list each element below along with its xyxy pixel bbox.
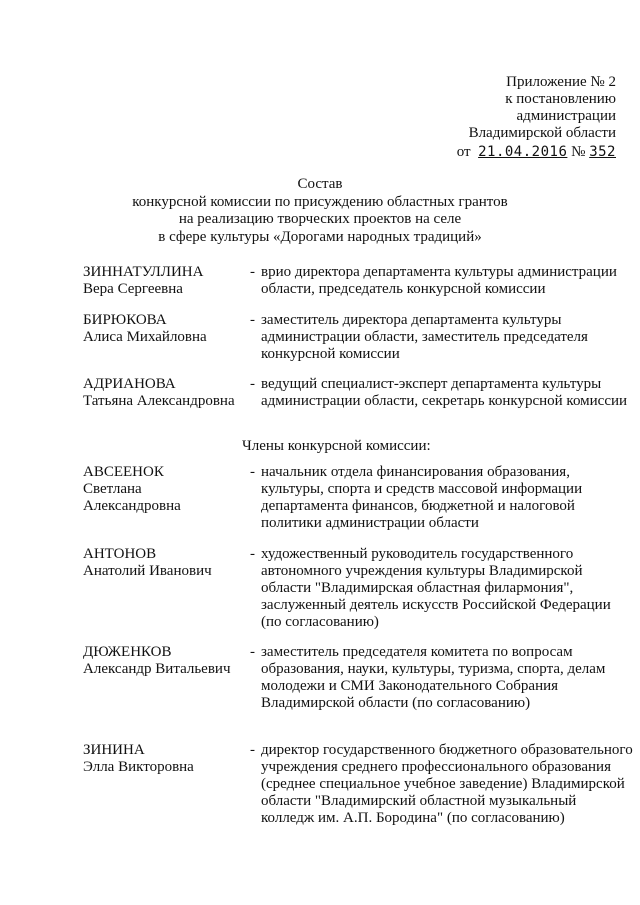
person-role: врио директора департамента культуры администрации области, председатель конкурсной комиссии — [261, 264, 617, 297]
order-prefix: от — [456, 144, 471, 160]
order-number-sign: № — [571, 144, 586, 160]
document-title — [0, 176, 640, 246]
order-number: 352 — [589, 144, 616, 160]
appendix-administration: администрации — [516, 108, 616, 124]
title-line-3: на реализацию творческих проектов на селе — [178, 211, 462, 227]
person-role: начальник отдела финансирования образования, культуры, спорта и средств массовой информации департамента финансов, бюджетной и налоговой политики администрации области — [261, 464, 583, 531]
entry-dash: - — [250, 464, 255, 480]
person-role: заместитель директора департамента культуры администрации области, заместитель председателя конкурсной комиссии — [261, 312, 588, 362]
person-surname: АДРИАНОВА — [83, 376, 176, 392]
person-role: директор государственного бюджетного образовательного учреждения среднего профессионального образования (среднее специальное учебное заведение) Владимирской области "Владимирский областной музыкальный колледж им. А.П. Бородина" (по согласованию) — [261, 742, 633, 826]
person-given-name: Элла Викторовна — [83, 759, 194, 775]
person-patronymic: Александровна — [83, 498, 181, 514]
entry-dash: - — [250, 742, 255, 758]
appendix-header — [457, 74, 616, 161]
order-date: 21.04.2016 — [478, 144, 568, 160]
person-given-name: Анатолий Иванович — [83, 563, 212, 579]
person-name — [83, 464, 248, 515]
entry-dash: - — [250, 644, 255, 660]
person-name — [83, 264, 248, 298]
appendix-region: Владимирской области — [468, 125, 616, 141]
person-given-name: Алиса Михайловна — [83, 329, 207, 345]
person-given-name: Вера Сергеевна — [83, 281, 183, 297]
title-line-2: конкурсной комиссии по присуждению областных грантов — [132, 193, 508, 210]
person-surname: АВСЕЕНОК — [83, 464, 164, 480]
title-line-4: в сфере культуры «Дорогами народных традиций» — [158, 228, 482, 245]
person-surname: ДЮЖЕНКОВ — [83, 644, 172, 660]
person-surname: АНТОНОВ — [83, 546, 157, 562]
person-name — [83, 312, 248, 346]
person-given-name: Светлана — [83, 481, 142, 497]
person-name — [83, 546, 248, 580]
order-reference — [457, 144, 616, 161]
person-name — [83, 376, 248, 410]
person-surname: ЗИННАТУЛЛИНА — [83, 264, 204, 280]
members-heading: Члены конкурсной комиссии: — [242, 438, 431, 454]
appendix-resolution: к постановлению — [505, 91, 616, 107]
title-line-1: Состав — [297, 176, 343, 192]
person-role: ведущий специалист-эксперт департамента культуры администрации области, секретарь конкурсной комиссии — [261, 376, 628, 409]
person-role: заместитель председателя комитета по вопросам образования, науки, культуры, туризма, спорта, делам молодежи и СМИ Законодательного Собрания Владимирской области (по согласованию) — [261, 644, 606, 711]
appendix-label: Приложение № 2 — [506, 74, 616, 90]
person-given-name: Татьяна Александровна — [83, 393, 235, 409]
entry-dash: - — [250, 312, 255, 328]
person-name — [83, 644, 248, 678]
person-name — [83, 742, 248, 776]
entry-dash: - — [250, 376, 255, 392]
person-surname: БИРЮКОВА — [83, 312, 167, 328]
person-given-name: Александр Витальевич — [83, 661, 231, 677]
entry-dash: - — [250, 546, 255, 562]
person-surname: ЗИНИНА — [83, 742, 145, 758]
person-role: художественный руководитель государственного автономного учреждения культуры Владимирской области "Владимирская областная филармония", заслуженный деятель искусств Российской Федерации (по согласованию) — [261, 546, 611, 630]
entry-dash: - — [250, 264, 255, 280]
